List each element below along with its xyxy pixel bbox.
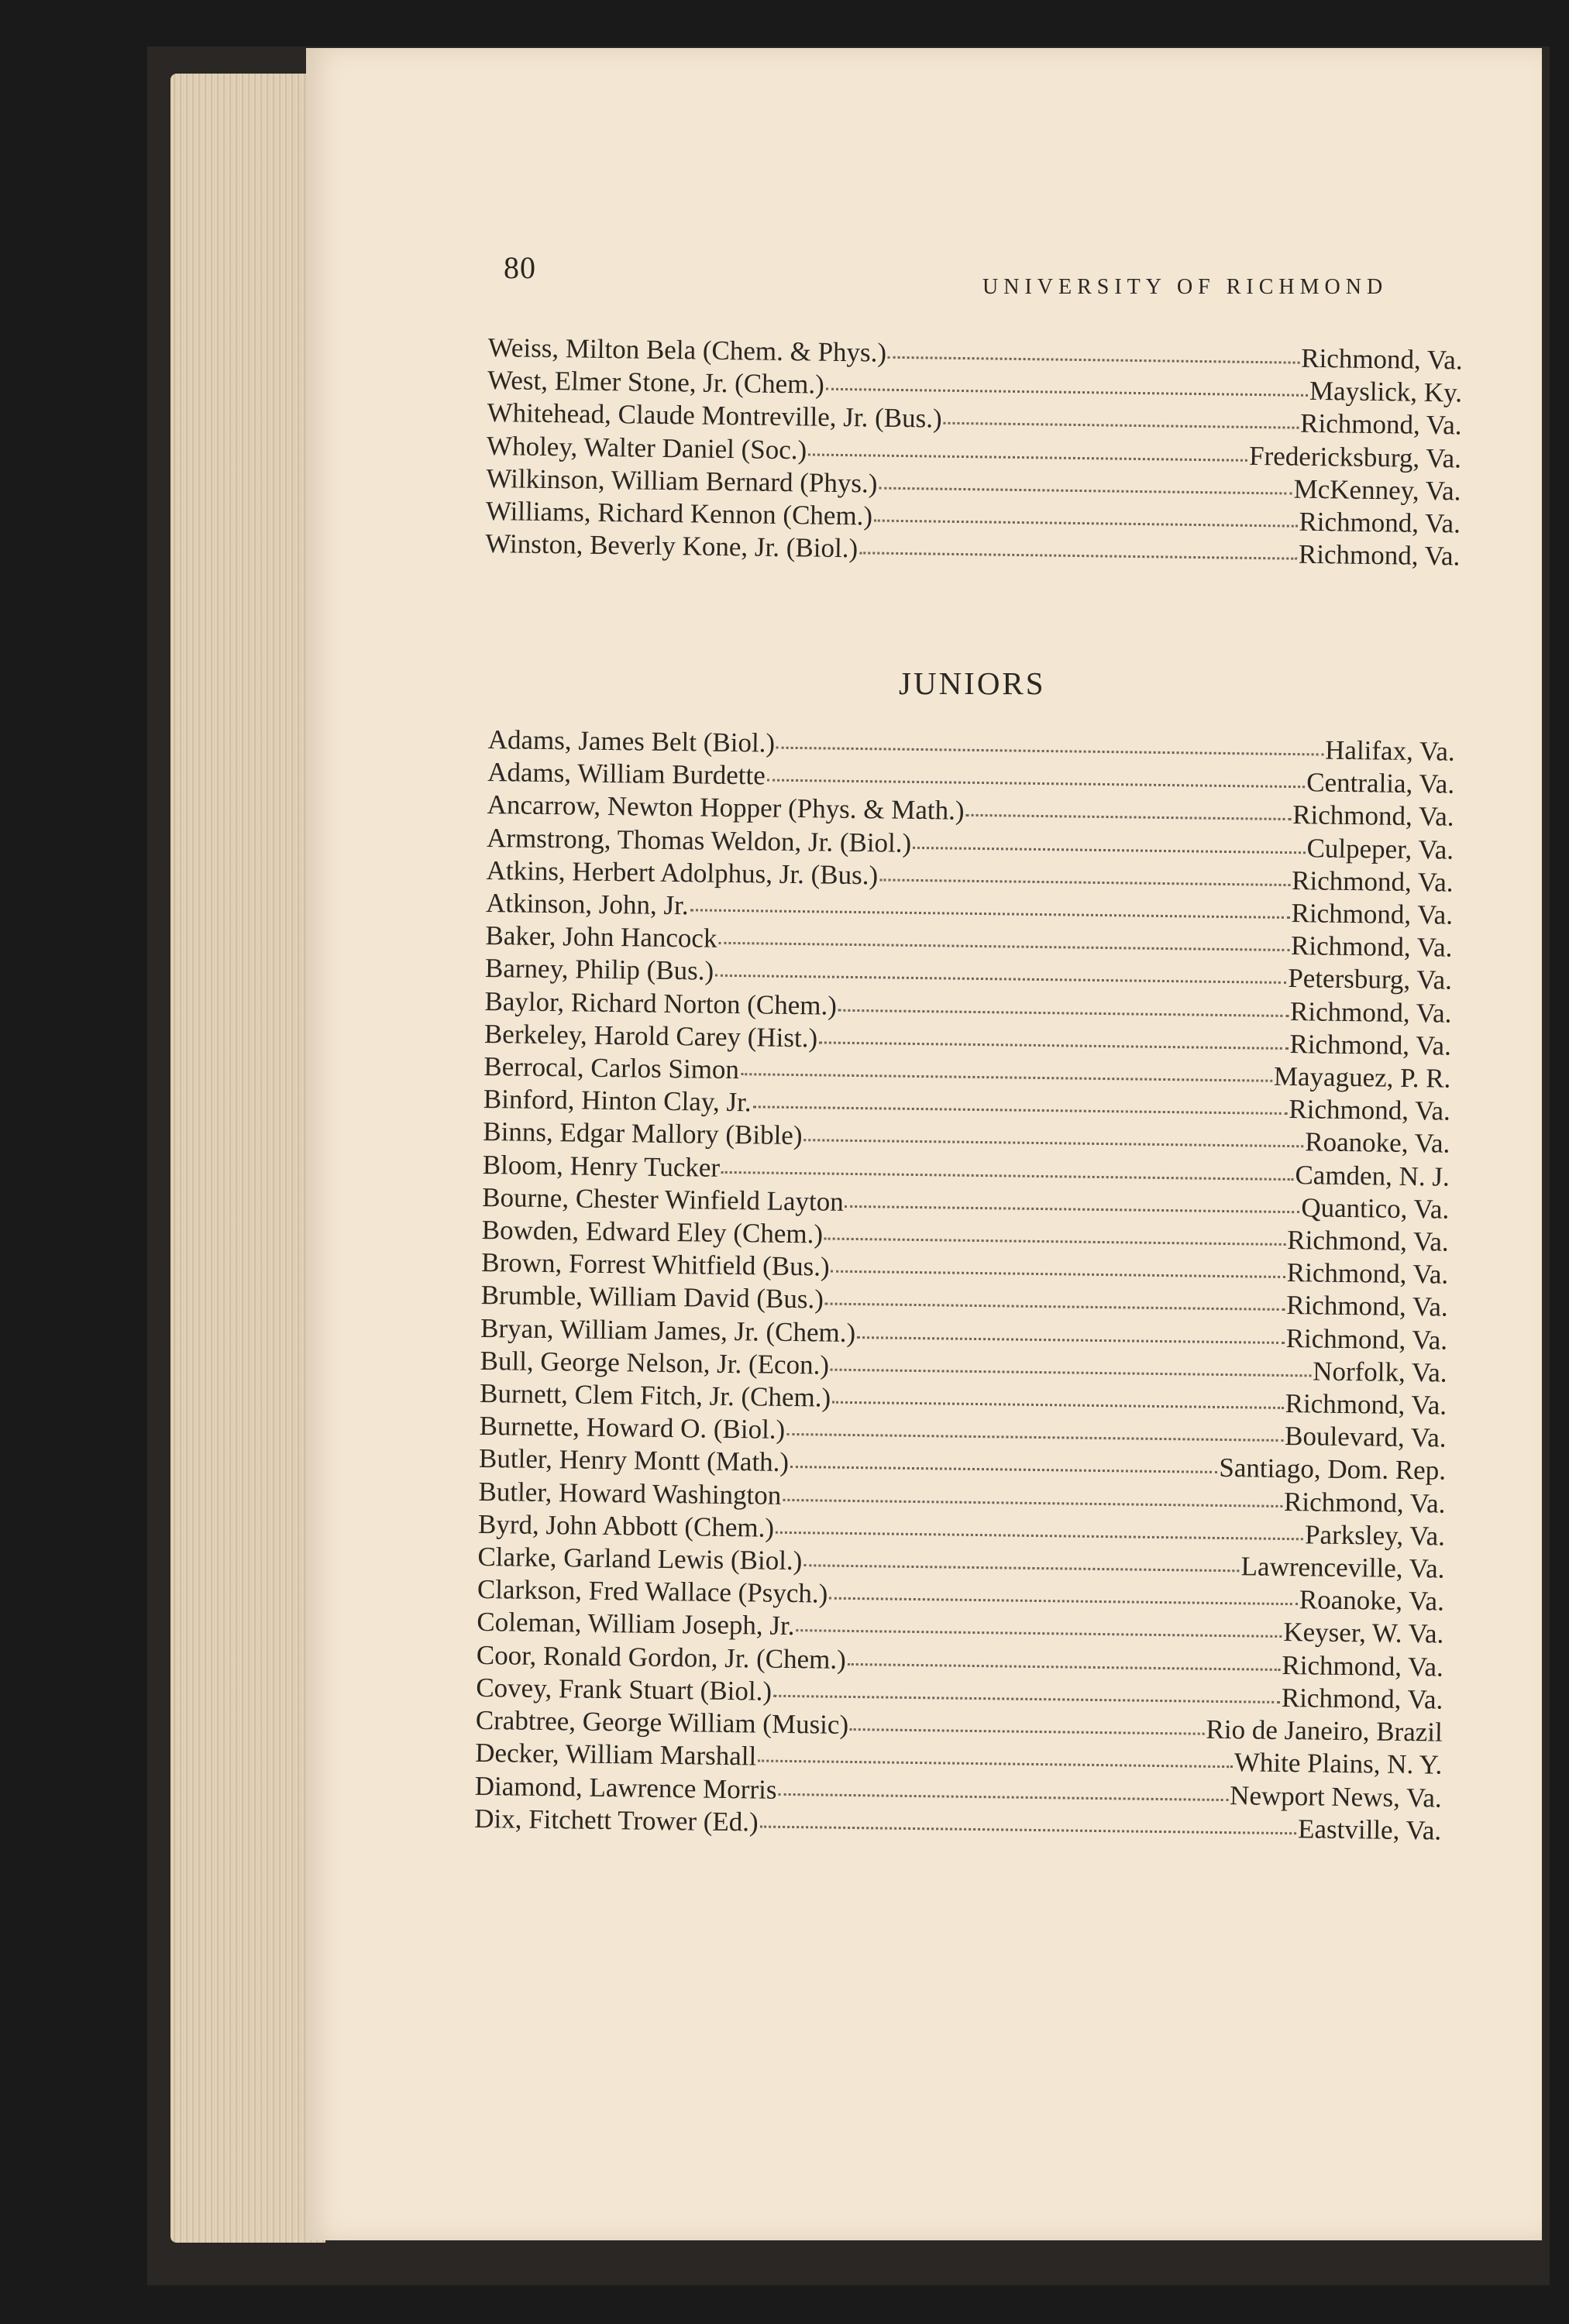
dot-leader bbox=[845, 1205, 1300, 1213]
dot-leader bbox=[965, 814, 1291, 820]
student-hometown: Richmond, Va. bbox=[1282, 1649, 1444, 1683]
dot-leader bbox=[824, 1238, 1285, 1246]
student-name: Bloom, Henry Tucker bbox=[482, 1149, 721, 1183]
student-hometown: Richmond, Va. bbox=[1299, 506, 1461, 539]
student-name: Brown, Forrest Whitfield (Bus.) bbox=[481, 1247, 830, 1282]
student-hometown: Richmond, Va. bbox=[1285, 1322, 1448, 1356]
dot-leader bbox=[773, 1695, 1280, 1703]
student-hometown: Richmond, Va. bbox=[1291, 865, 1454, 898]
student-hometown: Richmond, Va. bbox=[1298, 538, 1461, 572]
dot-leader bbox=[715, 975, 1286, 984]
student-name: Wilkinson, William Bernard (Phys.) bbox=[486, 462, 878, 499]
dot-leader bbox=[825, 1303, 1285, 1311]
dot-leader bbox=[879, 486, 1292, 494]
dot-leader bbox=[831, 1270, 1285, 1278]
student-hometown: Richmond, Va. bbox=[1300, 342, 1463, 376]
student-hometown: Quantico, Va. bbox=[1301, 1192, 1450, 1225]
student-name: Armstrong, Thomas Weldon, Jr. (Biol.) bbox=[486, 822, 912, 858]
student-name: Atkinson, John, Jr. bbox=[485, 887, 689, 921]
student-name: Clarkson, Fred Wallace (Psych.) bbox=[477, 1574, 828, 1609]
student-name: Bowden, Edward Eley (Chem.) bbox=[481, 1214, 824, 1250]
dot-leader bbox=[808, 453, 1247, 461]
student-name: Berrocal, Carlos Simon bbox=[483, 1050, 740, 1085]
dot-leader bbox=[776, 1532, 1303, 1541]
dot-leader bbox=[857, 1336, 1285, 1344]
student-hometown: Fredericksburg, Va. bbox=[1248, 440, 1462, 474]
student-name: Clarke, Garland Lewis (Biol.) bbox=[477, 1541, 803, 1576]
student-name: Coor, Ronald Gordon, Jr. (Chem.) bbox=[476, 1639, 847, 1675]
student-hometown: Richmond, Va. bbox=[1291, 898, 1454, 930]
dot-leader bbox=[778, 1793, 1228, 1800]
student-name: Weiss, Milton Bela (Chem. & Phys.) bbox=[487, 332, 887, 368]
dot-leader bbox=[913, 847, 1305, 854]
junior-entries bbox=[474, 724, 1455, 1847]
student-hometown: Boulevard, Va. bbox=[1284, 1421, 1447, 1453]
student-hometown: Culpeper, Va. bbox=[1306, 832, 1454, 865]
dot-leader bbox=[786, 1433, 1283, 1442]
student-name: Whitehead, Claude Montreville, Jr. (Bus.) bbox=[487, 397, 942, 435]
dot-leader bbox=[721, 1171, 1293, 1180]
student-hometown: Richmond, Va. bbox=[1286, 1290, 1448, 1323]
dot-leader bbox=[767, 779, 1306, 789]
student-name: Wholey, Walter Daniel (Soc.) bbox=[486, 430, 807, 466]
student-name: Coleman, William Joseph, Jr. bbox=[477, 1607, 795, 1642]
student-name: Bourne, Chester Winfield Layton bbox=[482, 1181, 844, 1217]
dot-leader bbox=[859, 552, 1297, 560]
student-hometown: Mayslick, Ky. bbox=[1309, 376, 1463, 408]
student-name: Binns, Edgar Mallory (Bible) bbox=[483, 1116, 803, 1151]
dot-leader bbox=[888, 356, 1299, 364]
student-name: Williams, Richard Kennon (Chem.) bbox=[485, 495, 873, 531]
student-hometown: Richmond, Va. bbox=[1286, 1257, 1449, 1290]
student-hometown: Richmond, Va. bbox=[1289, 1028, 1452, 1061]
student-name: Bryan, William James, Jr. (Chem.) bbox=[480, 1312, 856, 1348]
student-name: Adams, James Belt (Biol.) bbox=[487, 724, 776, 758]
dot-leader bbox=[826, 388, 1308, 397]
senior-entries-continued bbox=[485, 332, 1463, 573]
student-hometown: Mayaguez, P. R. bbox=[1273, 1061, 1451, 1094]
student-name: Diamond, Lawrence Morris bbox=[474, 1770, 777, 1805]
student-name: Burnett, Clem Fitch, Jr. (Chem.) bbox=[479, 1377, 831, 1413]
student-hometown: Petersburg, Va. bbox=[1288, 963, 1453, 996]
student-name: Barney, Philip (Bus.) bbox=[484, 953, 714, 987]
student-name: Brumble, William David (Bus.) bbox=[480, 1280, 824, 1315]
section-title-juniors: JUNIORS bbox=[899, 665, 1046, 701]
student-hometown: Newport News, Va. bbox=[1229, 1779, 1442, 1813]
student-name: Crabtree, George William (Music) bbox=[475, 1704, 849, 1741]
student-hometown: Richmond, Va. bbox=[1289, 1094, 1451, 1126]
student-hometown: Centralia, Va. bbox=[1306, 767, 1455, 799]
student-name: Butler, Howard Washington bbox=[478, 1476, 782, 1511]
student-name: Atkins, Herbert Adolphus, Jr. (Bus.) bbox=[486, 854, 879, 891]
dot-leader bbox=[776, 747, 1323, 756]
student-hometown: Richmond, Va. bbox=[1299, 408, 1462, 441]
dot-leader bbox=[829, 1597, 1298, 1606]
student-name: Burnette, Howard O. (Biol.) bbox=[479, 1411, 786, 1446]
student-hometown: Eastville, Va. bbox=[1297, 1813, 1442, 1846]
student-name: Adams, William Burdette bbox=[487, 757, 766, 791]
dot-leader bbox=[718, 942, 1289, 951]
student-hometown: Richmond, Va. bbox=[1290, 930, 1453, 963]
dot-leader bbox=[783, 1499, 1282, 1508]
dot-leader bbox=[741, 1073, 1272, 1082]
student-name: Baker, John Hancock bbox=[485, 920, 717, 954]
student-name: West, Elmer Stone, Jr. (Chem.) bbox=[487, 365, 825, 400]
student-hometown: Roanoke, Va. bbox=[1305, 1126, 1450, 1160]
student-hometown: Richmond, Va. bbox=[1281, 1682, 1443, 1715]
student-hometown: Richmond, Va. bbox=[1285, 1388, 1447, 1421]
dot-leader bbox=[879, 878, 1290, 886]
dot-leader bbox=[831, 1368, 1311, 1377]
student-hometown: Richmond, Va. bbox=[1283, 1486, 1446, 1519]
student-hometown: Halifax, Va. bbox=[1324, 734, 1455, 767]
student-hometown: Richmond, Va. bbox=[1287, 1225, 1449, 1257]
student-hometown: Richmond, Va. bbox=[1289, 995, 1452, 1029]
student-name: Ancarrow, Newton Hopper (Phys. & Math.) bbox=[487, 789, 965, 827]
student-name: Butler, Henry Montt (Math.) bbox=[478, 1443, 790, 1478]
student-name: Winston, Beverly Kone, Jr. (Biol.) bbox=[485, 528, 858, 564]
dot-leader bbox=[944, 422, 1299, 429]
dot-leader bbox=[874, 520, 1297, 528]
student-hometown: Keyser, W. Va. bbox=[1283, 1617, 1444, 1650]
dot-leader bbox=[803, 1140, 1303, 1148]
student-name: Baylor, Richard Norton (Chem.) bbox=[484, 985, 838, 1021]
dot-leader bbox=[753, 1106, 1288, 1116]
student-name: Dix, Fitchett Trower (Ed.) bbox=[473, 1803, 759, 1838]
student-name: Decker, William Marshall bbox=[475, 1738, 757, 1772]
student-hometown: Norfolk, Va. bbox=[1312, 1356, 1447, 1388]
student-hometown: Rio de Janeiro, Brazil bbox=[1206, 1714, 1443, 1748]
page-number: 80 bbox=[504, 250, 536, 285]
running-head: UNIVERSITY OF RICHMOND bbox=[982, 275, 1388, 299]
dot-leader bbox=[796, 1630, 1282, 1638]
dot-leader bbox=[848, 1663, 1281, 1671]
student-name: Binford, Hinton Clay, Jr. bbox=[483, 1084, 752, 1118]
student-hometown: Roanoke, Va. bbox=[1299, 1584, 1445, 1617]
student-name: Covey, Frank Stuart (Biol.) bbox=[476, 1672, 772, 1707]
student-name: Berkeley, Harold Carey (Hist.) bbox=[483, 1018, 818, 1054]
dot-leader bbox=[690, 909, 1290, 919]
dot-leader bbox=[838, 1009, 1289, 1016]
student-hometown: White Plains, N. Y. bbox=[1234, 1747, 1443, 1780]
student-hometown: Camden, N. J. bbox=[1295, 1159, 1450, 1192]
dot-leader bbox=[758, 1760, 1233, 1769]
student-hometown: Richmond, Va. bbox=[1292, 799, 1454, 833]
student-hometown: McKenney, Va. bbox=[1293, 473, 1461, 507]
dot-leader bbox=[832, 1401, 1284, 1409]
student-name: Bull, George Nelson, Jr. (Econ.) bbox=[480, 1345, 830, 1380]
student-name: Byrd, John Abbott (Chem.) bbox=[477, 1508, 775, 1543]
dot-leader bbox=[760, 1825, 1296, 1834]
student-hometown: Santiago, Dom. Rep. bbox=[1219, 1452, 1447, 1487]
dot-leader bbox=[803, 1564, 1239, 1572]
page-edges bbox=[170, 74, 325, 2243]
dot-leader bbox=[850, 1728, 1204, 1735]
dot-leader bbox=[790, 1466, 1217, 1473]
student-hometown: Parksley, Va. bbox=[1304, 1519, 1446, 1552]
dot-leader bbox=[819, 1041, 1288, 1050]
student-hometown: Lawrenceville, Va. bbox=[1240, 1551, 1445, 1584]
